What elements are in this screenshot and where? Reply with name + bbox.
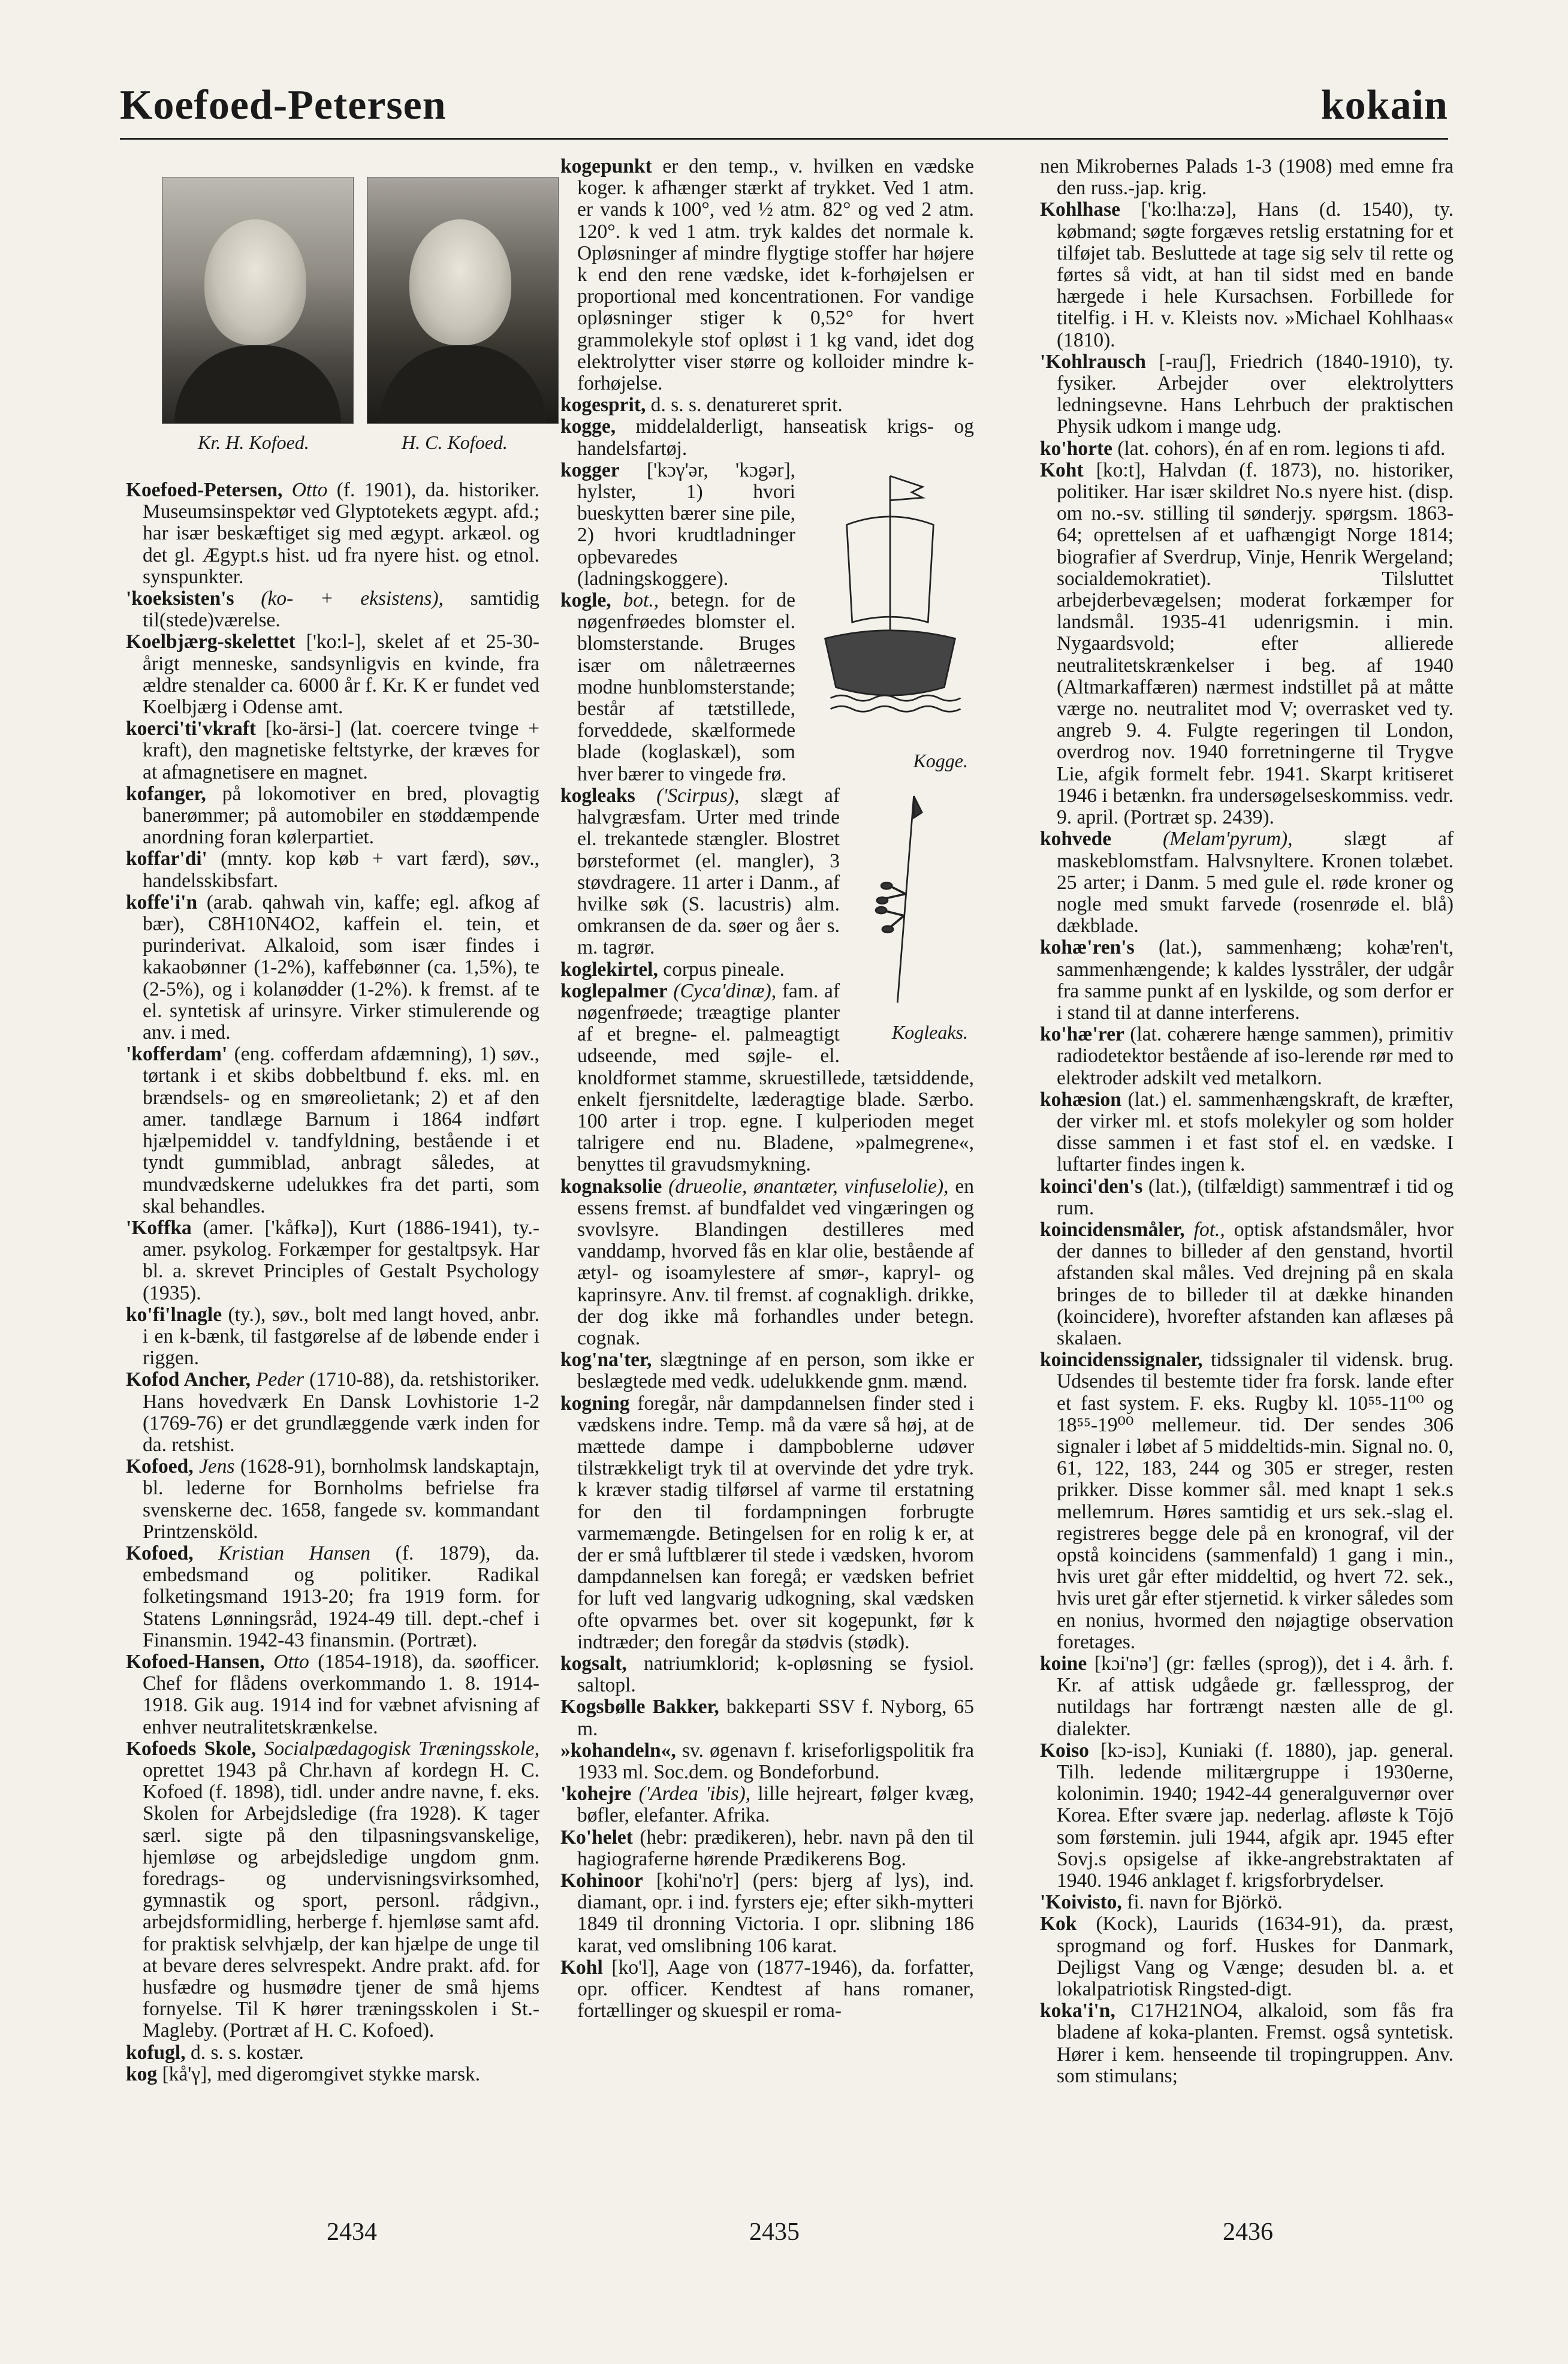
entry-headword: Kofoed,	[126, 1455, 194, 1478]
entry-text: på lokomotiver en bred, plovagtig banerømmer; på automobiler en støddæmpende anordning foran kølerpartiet.	[143, 782, 539, 849]
dictionary-entry	[126, 1044, 539, 1217]
dictionary-entry	[1040, 1349, 1454, 1653]
entry-text: fam. af nøgenfrøede; træagtige planter af et bregne- el. palmeagtigt udseende, med søjle- el. knoldformet stamme, skruestillede, tætsiddende, enkelt fjersnitdelte, læderagtige blade. Særbo. 100 arter i trop. egne. I kulperioden meget talrigere end nu. Bladene, »palmegrene«, benyttes til gravudsmykning.	[577, 979, 974, 1176]
dictionary-entry	[126, 1456, 539, 1543]
portrait-photo-2	[367, 177, 559, 424]
entry-headword: kogsalt,	[560, 1653, 627, 1675]
entry-text: slægtninge af en person, som ikke er beslægtede med vedk. udelukkende gnm. mænd.	[577, 1349, 974, 1393]
entry-headword: koffar'di'	[126, 848, 207, 870]
entry-headword: ko'hæ'rer	[1040, 1023, 1124, 1046]
entry-italic: ('Scirpus),	[656, 784, 740, 807]
entry-text: fi. navn for Björkö.	[1127, 1891, 1283, 1914]
entry-text: middelalderligt, hanseatisk krigs- og handelsfartøj.	[577, 415, 974, 460]
entry-text: natriumklorid; k-opløsning se fysiol. saltopl.	[577, 1653, 974, 1697]
entry-headword: kogesprit,	[560, 394, 646, 417]
entry-headword: 'Kohlrausch	[1040, 350, 1146, 373]
entry-text: [kå'γ], med digeromgivet stykke marsk.	[162, 2063, 481, 2085]
plant-caption: Kogleaks.	[891, 1021, 968, 1043]
page-number-1: 2434	[327, 2218, 377, 2246]
entry-headword: koincidensmåler,	[1040, 1218, 1185, 1241]
entry-headword: kog'na'ter,	[560, 1349, 652, 1371]
entry-text: (lat. cohors), én af en rom. legions ti afd.	[1117, 437, 1446, 460]
entry-headword: kogepunkt	[560, 155, 652, 177]
entry-headword: Kohl	[560, 1956, 603, 1979]
dictionary-entry	[1040, 1913, 1454, 2000]
dictionary-entry	[560, 394, 974, 416]
entry-headword: Kofod Ancher,	[126, 1368, 251, 1391]
entry-text: samtidig til(stede)værelse.	[143, 587, 539, 632]
entry-text: (lat.) el. sammenhængskraft, de kræfter, der virker ml. et stofs molekyler og som holder disse sammen i et fast stof el. en vædske. I luftarter findes ingen k.	[1057, 1088, 1454, 1176]
entry-headword: 'kohejre	[560, 1783, 632, 1805]
column-2	[560, 156, 974, 2022]
dictionary-entry	[126, 480, 539, 588]
entry-headword: Kogsbølle Bakker,	[560, 1696, 719, 1718]
dictionary-entry	[1040, 1219, 1454, 1349]
entry-headword: Koht	[1040, 459, 1084, 481]
entry-italic: Socialpædagogisk Træningsskole,	[264, 1737, 539, 1760]
page-number-2: 2435	[749, 2218, 800, 2246]
header-left-guideword: Koefoed-Petersen	[120, 82, 447, 128]
dictionary-entry	[560, 156, 974, 394]
entry-text: (arab. qahwah vin, kaffe; egl. afkog af bær), C8H10N4O2, kaffein el. tein, et purinderivat. Alkaloid, som især findes i kakaobønner (1-2%), kaffebønner (ca. 1,5%), te (2-5%), og i kolanødder (1-2%). k fremst. af te el. syntetisk af urinsyre. Virker stimulerende og anv. i med.	[143, 891, 540, 1044]
entry-italic: fot.,	[1193, 1218, 1225, 1241]
entry-text: (1854-1918), da. søofficer. Chef for flådens overkommando 1. 8. 1914-1918. Gik aug. 1914 ind for væbnet afvisning af enhver neutralitetskrænkelse.	[143, 1650, 540, 1738]
entry-text: nen Mikrobernes Palads 1-3 (1908) med emne fra den russ.-jap. krig.	[1040, 155, 1454, 200]
dictionary-entry	[1040, 460, 1454, 828]
dictionary-entry	[560, 1176, 974, 1350]
entry-headword: kogleaks	[560, 784, 635, 807]
entry-text: ['ko:l-], skelet af et 25-30-årigt menneske, sandsynligvis en kvinde, fra ældre stenalder ca. 6000 år f. Kr. K er fundet ved Koelbjærg i Odense amt.	[143, 631, 540, 719]
dictionary-entry	[560, 416, 974, 459]
entry-headword: 'kofferdam'	[126, 1043, 228, 1066]
dictionary-entry	[1040, 351, 1454, 438]
dictionary-entry	[560, 1393, 974, 1653]
entry-text: tidssignaler til vidensk. brug. Udsendes til bestemte tider fra forsk. lande efter et fast system. F. eks. Rugby kl. 10⁵⁵-11⁰⁰ og 18⁵⁵-19⁰⁰ mellemeur. tid. Der sendes 306 signaler i løbet af 5 middeltids-min. Signal no. 0, 61, 122, 183, 244 og 305 er streger, resten prikker. Disse kommer sål. med knapt 1 sek.s mellemrum. Høres samtidig et urs sek.-slag el. registreres begge dele på en kronograf, vil der opstå koincidens (sammenfald) 1 gang i min., hvis uret går efter middeltid, og hvert 72. sek., hvis uret går efter stjernetid. k virker således som en nonius, hvormed den nøjagtige observation foretages.	[1057, 1349, 1454, 1653]
dictionary-entry	[126, 631, 539, 718]
kogge-ship-illustration	[806, 460, 974, 771]
dictionary-entry	[126, 848, 539, 891]
entry-italic: Jens	[199, 1455, 235, 1478]
entry-text: corpus pineale.	[663, 958, 785, 981]
dictionary-entry	[560, 1827, 974, 1870]
entry-headword: Kofoed-Hansen,	[126, 1650, 265, 1673]
dictionary-entry	[560, 1696, 974, 1739]
entry-italic: (Melam'pyrum),	[1163, 828, 1293, 851]
entry-text: d. s. s. denatureret sprit.	[650, 394, 843, 417]
entry-text: [ko'l], Aage von (1877-1946), da. forfatter, opr. officer. Kendtest af hans romaner, fortællinger og skuespil er roma-	[577, 1956, 974, 2022]
entry-text: (hebr: prædikeren), hebr. navn på den til hagiograferne hørende Prædikerens Bog.	[577, 1826, 974, 1870]
entry-italic: (ko- + eksistens),	[261, 587, 444, 610]
entry-text: [-rauʃ], Friedrich (1840-1910), ty. fysiker. Arbejder over elektrolytters ledningsevne. Hans Lehrbuch der praktischen Physik udkom i mange udg.	[1057, 350, 1454, 438]
entry-headword: Kofoed,	[126, 1542, 194, 1564]
dictionary-entry	[126, 1738, 539, 2042]
entry-italic: bot.,	[623, 589, 659, 612]
entry-text: (amer. ['kåfkə]), Kurt (1886-1941), ty.-amer. psykolog. Forkæmper for gestaltpsyk. Har bl. a. skrevet Principles of Gestalt Psychology (1935).	[143, 1216, 539, 1304]
entry-headword: kognaksolie	[560, 1175, 662, 1198]
entry-italic: ('Ardea 'ibis),	[638, 1783, 751, 1805]
entry-headword: Kofoeds Skole,	[126, 1737, 257, 1760]
dictionary-entry	[560, 1349, 974, 1392]
entry-headword: kogning	[560, 1392, 630, 1415]
entry-text: [ko-ärsi-] (lat. coercere tvinge + kraft), den magnetiske feltstyrke, der kræves for at afmagnetisere en magnet.	[143, 717, 540, 783]
entry-headword: Kohlhase	[1040, 198, 1121, 221]
photo-caption-2: H. C. Kofoed.	[402, 432, 508, 453]
dictionary-entry	[1040, 937, 1454, 1024]
dictionary-entry	[126, 1217, 539, 1304]
entry-headword: koerci'ti'vkraft	[126, 717, 257, 740]
entry-headword: Koiso	[1040, 1739, 1089, 1762]
entry-text: [kɔ-isɔ], Kuniaki (f. 1880), jap. general. Tilh. ledende militærgruppe i 1930erne, kolonimin. 1940; 1942-44 generalguvernør over Korea. Efter svære jap. nederlag. afløste k Tōjō som førstemin. juli 1944, afgik apr. 1945 efter Sovj.s opsigelse af ikke-angrebstraktaten af 1940. 1946 anklaget f. krigsforbrydelser.	[1057, 1739, 1454, 1892]
portrait-photos	[126, 156, 539, 462]
entry-text: d. s. s. kostær.	[190, 2041, 304, 2064]
entry-headword: koincidenssignaler,	[1040, 1349, 1203, 1371]
entry-headword: 'koeksisten's	[126, 587, 234, 610]
entry-italic: Peder	[256, 1368, 304, 1391]
ship-caption: Kogge.	[913, 749, 968, 771]
entry-headword: koglepalmer	[560, 979, 668, 1002]
entry-text: betegn. for de nøgenfrøedes blomster el. blomsterstande. Bruges især om nåletræernes modne hunblomsterstande; består af tætstillede, forveddede, skælformede blade (koglaskæl), som hver bærer to vingede frø.	[577, 589, 796, 785]
entry-headword: koinci'den's	[1040, 1175, 1143, 1198]
column-1-entries	[126, 480, 539, 2085]
entry-text: (1628-91), bornholmsk landskaptajn, bl. lederne for Bornholms befrielse fra svenskerne dec. 1658, fangede sv. kommandant Printzensköld.	[143, 1455, 540, 1543]
dictionary-entry	[126, 1304, 539, 1370]
entry-headword: kohæsion	[1040, 1088, 1121, 1111]
dictionary-entry	[1040, 1176, 1454, 1219]
entry-text: (lat.), (tilfældigt) sammentræf i tid og rum.	[1057, 1175, 1454, 1219]
header-right-guideword: kokain	[1320, 82, 1448, 128]
dictionary-entry	[126, 1651, 539, 1738]
dictionary-entry	[560, 1870, 974, 1957]
dictionary-entry	[1040, 1089, 1454, 1176]
dictionary-entry	[1040, 1892, 1454, 1913]
entry-headword: Koefoed-Petersen,	[126, 479, 283, 501]
dictionary-entry	[126, 588, 539, 631]
column-2-entries	[560, 156, 974, 2022]
entry-text: (f. 1879), da. embedsmand og politiker. Radikal folketingsmand 1913-20; fra 1919 form. for Statens Lønningsråd, 1924-49 till. dept.-chef i Finansmin. 1942-43 finansmin. (Portræt).	[143, 1542, 540, 1651]
entry-text: bakkeparti SSV f. Nyborg, 65 m.	[577, 1696, 974, 1740]
entry-headword: kofugl,	[126, 2041, 186, 2064]
dictionary-entry	[126, 1543, 539, 1651]
entry-text: ['kɔγ'ər, 'kɔgər], hylster, 1) hvori bueskytten bærer sine pile, 2) hvori krudtladninger opbevaredes (ladningskoggere).	[577, 459, 796, 590]
dictionary-entry	[126, 2064, 539, 2085]
column-3-entries	[1040, 156, 1454, 2087]
dictionary-entry	[126, 783, 539, 849]
entry-italic: (Cyca'dinæ),	[673, 979, 777, 1002]
entry-italic: (drueolie, ønantæter, vinfuselolie),	[668, 1175, 949, 1198]
entry-italic: Otto	[273, 1650, 309, 1673]
entry-headword: koffe'i'n	[126, 891, 198, 913]
portrait-photo-1	[162, 177, 354, 424]
entry-headword: Koelbjærg-skelettet	[126, 631, 295, 653]
dictionary-entry	[1040, 156, 1454, 199]
dictionary-entry	[1040, 1653, 1454, 1740]
photo-caption-1: Kr. H. Kofoed.	[198, 432, 309, 453]
dictionary-entry	[1040, 1740, 1454, 1892]
kogleaks-plant-illustration	[848, 785, 974, 1043]
entry-text: er den temp., v. hvilken en vædske koger. k afhænger stærkt af trykket. Ved 1 atm. er vands k 100°, ved ½ atm. 82° og ved 2 atm. 120°. k ved 1 atm. tryk kaldes det normale k. Opløsninger af mindre flygtige stoffer har højere k end den rene vædske, idet k-forhøjelsen er proportional med koncentrationen. For vandige opløsninger stiger k 0,52° for hvert grammolekyle stof opløst i 1 kg vand, idet dog elektrolytter viser større og kolloider mindre k-forhøjelse.	[577, 155, 975, 395]
entry-headword: kogger	[560, 459, 620, 481]
entry-headword: koglekirtel,	[560, 958, 658, 981]
dictionary-entry	[126, 718, 539, 783]
entry-text: lille hejreart, følger kvæg, bøfler, elefanter. Afrika.	[577, 1783, 975, 1827]
entry-text: C17H21NO4, alkaloid, som fås fra bladene af koka-planten. Fremst. også syntetisk. Hører i kem. henseende til tropingruppen. Anv. som stimulans;	[1057, 2000, 1454, 2087]
entry-text: sv. øgenavn f. kriseforligspolitik fra 1933 ml. Soc.dem. og Bondeforbund.	[577, 1739, 975, 1784]
entry-text: optisk afstandsmåler, hvor der dannes to billeder af den genstand, hvortil afstanden skal måles. Ved drejning på en skala bringes de to billeder til at dække hinanden (koincidere), hvorefter afstanden kan aflæses på skalaen.	[1057, 1218, 1454, 1349]
dictionary-entry	[560, 1957, 974, 2022]
entry-headword: kogle,	[560, 589, 611, 612]
entry-italic: Kristian Hansen	[218, 1542, 370, 1564]
entry-text: (lat. cohærere hænge sammen), primitiv radiodetektor bestående af iso-lerende rør med to elektroder adskilt ved metalkorn.	[1057, 1023, 1454, 1089]
entry-text: [ko:t], Halvdan (f. 1873), no. historiker, politiker. Har især skildret No.s nyere hist. (disp. om no.-sv. stilling til sønderjy. spørgsm. 1863-64; oprettelsen af et uafhængigt Norge 1814; biografier af Sverdrup, Vinje, Henrik Wergeland; socialdemokratiet). Tilsluttet arbejderbevægelsen; moderat forkæmper for landsmål. 1935-41 udenrigsmin. i min. Nygaardsvold; efter allierede neutralitetskrænkelser i beg. af 1940 (Altmarkaffæren) nærmest indstillet på at måtte værge no. neutralitet mod V; overrasket ved ty. angreb 9. 4. Fulgte regeringen til London, overdrog nov. 1940 forretningerne til Trygve Lie, afgik formelt febr. 1941. Skarpt kritiseret 1946 i betænkn. fra undersøgelseskommiss. vedr. 9. april. (Portræt sp. 2439).	[1057, 459, 1454, 829]
entry-headword: koka'i'n,	[1040, 2000, 1115, 2022]
entry-text: oprettet 1943 på Chr.havn af kordegn H. C. Kofoed (f. 1898), tidl. under andre navne, f. eks. Skolen for Arbejdsledige (fra 1928). K tager særl. sigte på den tilpasningsvanskelige, hjemløse og arbejdsledige ungdom gnm. foredrags- og undervisningsvirksomhed, gymnastik og sport, personl. rådgivn., arbejdsformidling, herberge f. hjemløse samt afd. for praktisk selvhjælp, der kan hjælpe de unge til at bevare deres selvrespekt. Andre prakt. afd. for husfædre og husmødre tjener de små hjems fornyelse. Til K hører træningsskolen i St.-Magleby. (Portræt af H. C. Kofoed).	[143, 1759, 539, 2042]
entry-headword: kofanger,	[126, 782, 206, 805]
dictionary-entry	[1040, 1024, 1454, 1089]
entry-text: (f. 1901), da. historiker. Museumsinspektør ved Glyptotekets ægypt. afd.; har især beskæftiget sig med ægypt. arkæol. og det gl. Ægypt.s hist. ud fra nyere hist. og etnol. synspunkter.	[143, 479, 540, 588]
entry-headword: 'Koffka	[126, 1216, 192, 1239]
entry-headword: kogge,	[560, 415, 616, 438]
entry-headword: 'Koivisto,	[1040, 1891, 1122, 1914]
dictionary-entry	[1040, 438, 1454, 460]
entry-text: (mnty. kop køb + vart færd), søv., handelsskibsfart.	[143, 848, 540, 892]
entry-text: [kɔi'nə'] (gr: fælles (sprog)), det i 4. årh. f. Kr. af attisk udgåede gr. fællessprog, der nutildags har fortrængt næsten alle de gl. dialekter.	[1057, 1653, 1454, 1740]
column-3	[1040, 156, 1454, 2087]
entry-text: (eng. cofferdam afdæmning), 1) søv., tørtank i et skibs dobbeltbund f. eks. ml. en brændsels- og en smøreolietank; 2) et af den amer. tandlæge Barnum i 1864 indført hjælpemiddel v. tandfyldning, bestående i et tyndt gummiblad, anbragt således, at mundvædskerne udelukkes fra det parti, som skal behandles.	[143, 1043, 539, 1217]
entry-headword: ko'horte	[1040, 437, 1112, 460]
entry-headword: kohæ'ren's	[1040, 936, 1135, 959]
page-number-3: 2436	[1223, 2218, 1273, 2246]
entry-headword: kohvede	[1040, 828, 1112, 851]
entry-italic: Otto	[291, 479, 328, 501]
dictionary-entry	[560, 1653, 974, 1696]
entry-headword: Kohinoor	[560, 1870, 643, 1892]
entry-text: (Kock), Laurids (1634-91), da. præst, sprogmand og forf. Huskes for Danmark, Dejligst Vang og Vænge; desuden bl. a. et lokalpatriotisk Ringsted-digt.	[1057, 1913, 1454, 2001]
entry-headword: ko'fi'lnagle	[126, 1303, 222, 1326]
entry-text: (1710-88), da. retshistoriker. Hans hovedværk En Dansk Lovhistorie 1-2 (1769-76) er det grundlæggende værk inden for da. retshist.	[143, 1368, 540, 1456]
entry-headword: »kohandeln«,	[560, 1739, 676, 1762]
entry-headword: Kok	[1040, 1913, 1077, 1935]
dictionary-entry	[126, 1369, 539, 1456]
entry-text: slægt af halvgræsfam. Urter med trinde el. trekantede stængler. Blostret børsteformet (el. mangler), 3 støvdragere. 11 arter i Danm., af hvilke søk (S. lacustris) alm. omkransen de da. søer og åer s. m. tagrør.	[577, 784, 840, 959]
entry-headword: kog	[126, 2063, 158, 2085]
entry-text: (lat.), sammenhæng; kohæ'ren't, sammenhængende; k kaldes lysstråler, der udgår fra samme punkt af en lyskilde, og som derfor er i stand til at danne interferens.	[1057, 936, 1454, 1024]
dictionary-entry	[560, 1783, 974, 1826]
entry-text: [kohi'no'r] (pers: bjerg af lys), ind. diamant, opr. i ind. fyrsters eje; efter sikh-mytteri 1849 til dronning Victoria. I opr. slibning 186 karat, ved omslibning 106 karat.	[577, 1870, 974, 1957]
column-1	[126, 156, 539, 2085]
page-header	[120, 72, 1448, 140]
entry-text: (ty.), søv., bolt med langt hoved, anbr. i en k-bænk, til fastgørelse af de løbende ender i riggen.	[143, 1303, 540, 1370]
entry-text: ['ko:lha:zə], Hans (d. 1540), ty. købmand; søgte forgæves retslig erstatning for et tilføjet tab. Besluttede at tage sig selv til rette og førtes så vidt, at han til sidst med en bande hærgede i hele Kursachsen. Forbillede for titelfig. i H. v. Kleists nov. »Michael Kohlhaas« (1810).	[1057, 198, 1454, 351]
entry-text: en essens fremst. af bundfaldet ved vingæringen og svovlsyre. Blandingen destilleres med vanddamp, hvorved fås en klar olie, bestående af ætyl- og isoamylestere af smør-, kapryl- og kaprinsyre. Anv. til fremst. af cognakligh. drikke, der dog ikke må forhandles under betegn. cognak.	[577, 1175, 975, 1349]
dictionary-entry	[1040, 199, 1454, 351]
dictionary-entry	[560, 1740, 974, 1783]
dictionary-entry	[126, 892, 539, 1044]
dictionary-entry	[126, 2042, 539, 2064]
entry-headword: Ko'helet	[560, 1826, 633, 1849]
entry-text: foregår, når dampdannelsen finder sted i vædskens indre. Temp. må da være så høj, at de mættede dampe i dampboblerne udøver tilstrækkeligt tryk til at overvinde det ydre tryk. k kræver stadig tilførsel af varme til erstatning for den til fordampningen forbrugte varmemængde. Betingelsen for en rolig k er, at der er små luftblærer til stede i vædsken, hvorom dampdannelsen kan foregå; er vædsken befriet for luft ved langvarig udkogning, skal vædsken ofte opvarmes bet. over sit kogepunkt, før k indtræder; den foregår da stødvis (stødk).	[577, 1392, 974, 1653]
entry-text: slægt af maskeblomstfam. Halvsnyltere. Kronen tolæbet. 25 arter; i Danm. 5 med gule el. røde kroner og nogle med smukt farvede (rosenrøde el. blå) dækblade.	[1057, 828, 1454, 937]
entry-headword: koine	[1040, 1653, 1087, 1675]
dictionary-entry	[1040, 2000, 1454, 2087]
dictionary-entry	[1040, 828, 1454, 937]
